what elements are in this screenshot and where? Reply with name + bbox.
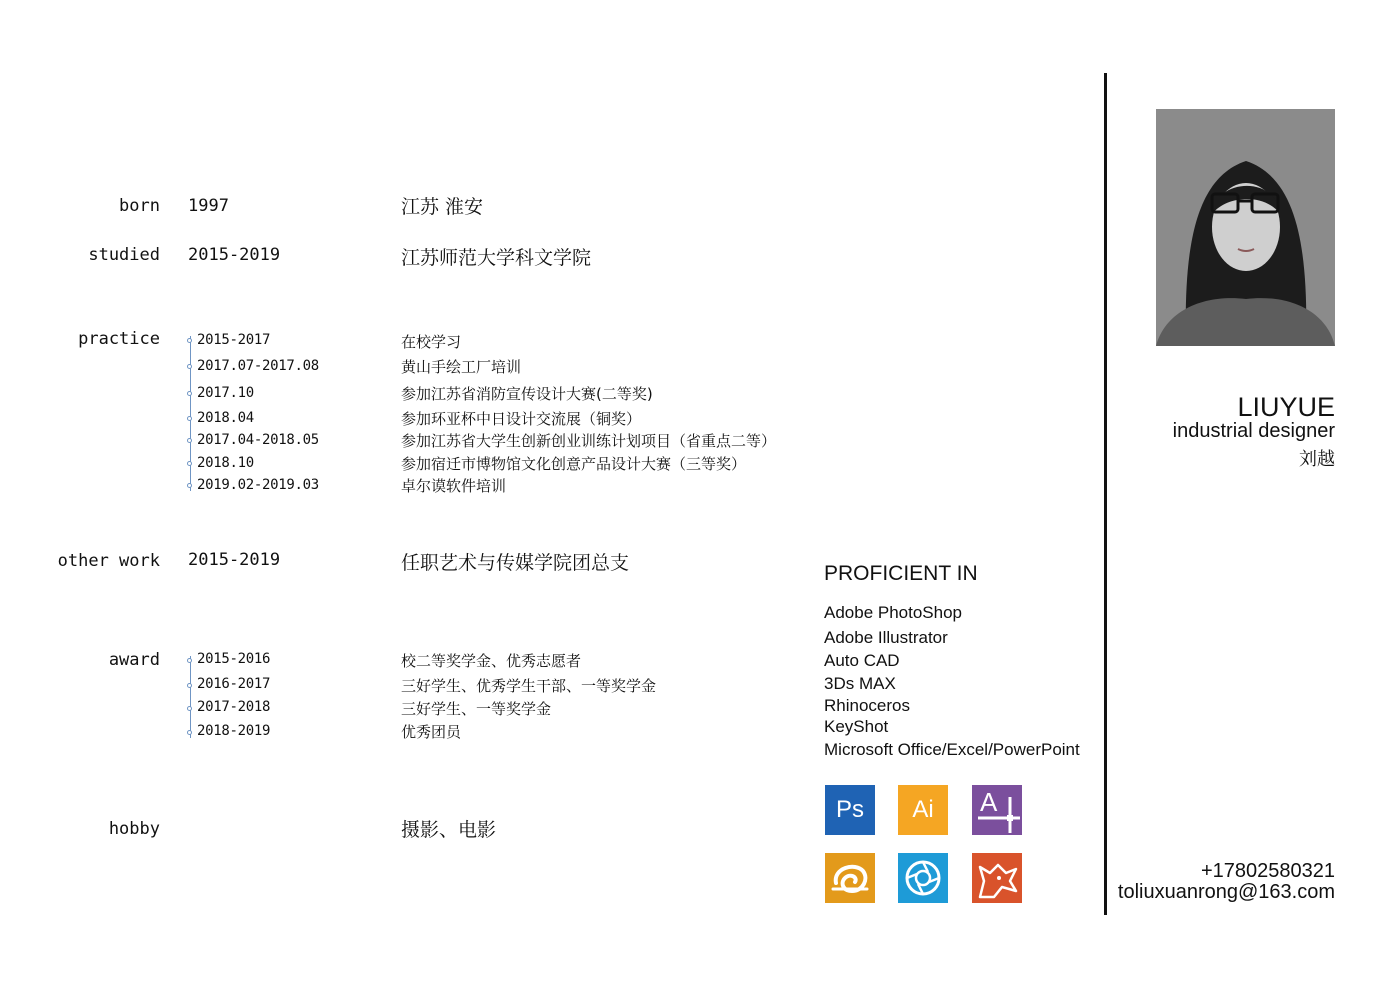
studied-school: 江苏师范大学科文学院 <box>401 247 592 269</box>
hobby-label: hobby <box>108 819 160 839</box>
illustrator-icon-text: Ai <box>912 796 934 823</box>
timeline-dot <box>187 461 192 466</box>
timeline-dot <box>187 364 192 369</box>
practice-date: 2018.04 <box>197 410 254 426</box>
skill-item: Adobe Illustrator <box>824 628 948 647</box>
timeline-dot <box>187 438 192 443</box>
practice-date: 2018.10 <box>197 455 254 471</box>
practice-text: 黄山手绘工厂培训 <box>401 358 522 376</box>
practice-date: 2017.04-2018.05 <box>197 432 319 448</box>
skill-item: Rhinoceros <box>824 696 910 715</box>
skill-item: KeyShot <box>824 717 889 736</box>
timeline-dot <box>187 483 192 488</box>
born-label: born <box>119 196 160 216</box>
3dsmax-swirl-shape <box>825 853 875 903</box>
profile-name: LIUYUE <box>1237 392 1335 422</box>
award-date: 2016-2017 <box>197 676 271 692</box>
award-timeline-line <box>190 656 191 738</box>
award-date: 2018-2019 <box>197 723 271 739</box>
timeline-dot <box>187 416 192 421</box>
3dsmax-icon <box>825 853 875 903</box>
timeline-dot <box>187 658 192 663</box>
practice-date: 2019.02-2019.03 <box>197 477 319 493</box>
timeline-dot <box>187 683 192 688</box>
award-text: 校二等奖学金、优秀志愿者 <box>401 652 582 670</box>
other-work-year: 2015-2019 <box>188 550 281 570</box>
practice-text: 参加江苏省消防宣传设计大赛(二等奖) <box>401 385 653 403</box>
photoshop-icon-text: Ps <box>835 796 864 823</box>
illustrator-icon <box>898 785 948 835</box>
award-text: 三好学生、一等奖学金 <box>401 700 552 718</box>
award-text: 三好学生、优秀学生干部、一等奖学金 <box>401 677 657 695</box>
autocad-icon <box>972 785 1022 835</box>
practice-text: 在校学习 <box>401 333 462 351</box>
practice-timeline-line <box>190 336 191 491</box>
other-work-label: other work <box>57 551 160 571</box>
autocad-cross-shape <box>972 785 1022 835</box>
profile-title: industrial designer <box>1172 420 1335 442</box>
keyshot-icon <box>898 853 948 903</box>
award-date: 2017-2018 <box>197 699 271 715</box>
practice-text: 卓尔谟软件培训 <box>401 477 507 495</box>
autocad-icon-text: A <box>980 787 998 817</box>
portrait-illustration <box>1156 109 1335 346</box>
born-place: 江苏 淮安 <box>401 196 484 218</box>
timeline-dot <box>187 391 192 396</box>
hobby-text: 摄影、电影 <box>401 819 497 841</box>
studied-label: studied <box>88 245 160 265</box>
practice-date: 2015-2017 <box>197 332 271 348</box>
timeline-dot <box>187 706 192 711</box>
practice-label: practice <box>78 329 160 349</box>
vertical-divider <box>1104 73 1107 915</box>
award-text: 优秀团员 <box>401 723 462 741</box>
award-date: 2015-2016 <box>197 651 271 667</box>
practice-text: 参加环亚杯中日设计交流展（铜奖） <box>401 410 642 428</box>
skill-item: 3Ds MAX <box>824 674 896 693</box>
born-year: 1997 <box>188 196 229 216</box>
rhinoceros-head-shape <box>972 853 1022 903</box>
photoshop-icon <box>825 785 875 835</box>
profile-cn-name: 刘越 <box>1299 449 1335 470</box>
keyshot-aperture-shape <box>898 853 948 903</box>
rhinoceros-icon <box>972 853 1022 903</box>
skill-item: Adobe PhotoShop <box>824 603 963 622</box>
studied-year: 2015-2019 <box>188 245 281 265</box>
practice-date: 2017.10 <box>197 385 254 401</box>
practice-text: 参加宿迁市博物馆文化创意产品设计大赛（三等奖） <box>401 455 747 473</box>
timeline-dot <box>187 338 192 343</box>
contact-email: toliuxuanrong@163.com <box>1117 881 1335 903</box>
skill-item: Microsoft Office/Excel/PowerPoint <box>824 740 1080 759</box>
award-label: award <box>108 650 160 670</box>
contact-phone: +17802580321 <box>1200 860 1335 882</box>
timeline-dot <box>187 730 192 735</box>
profile-photo <box>1156 109 1335 346</box>
practice-text: 参加江苏省大学生创新创业训练计划项目（省重点二等） <box>401 432 777 450</box>
skill-item: Auto CAD <box>824 651 900 670</box>
practice-date: 2017.07-2017.08 <box>197 358 319 374</box>
skills-title: PROFICIENT IN <box>824 562 978 585</box>
other-work-text: 任职艺术与传媒学院团总支 <box>401 552 630 574</box>
